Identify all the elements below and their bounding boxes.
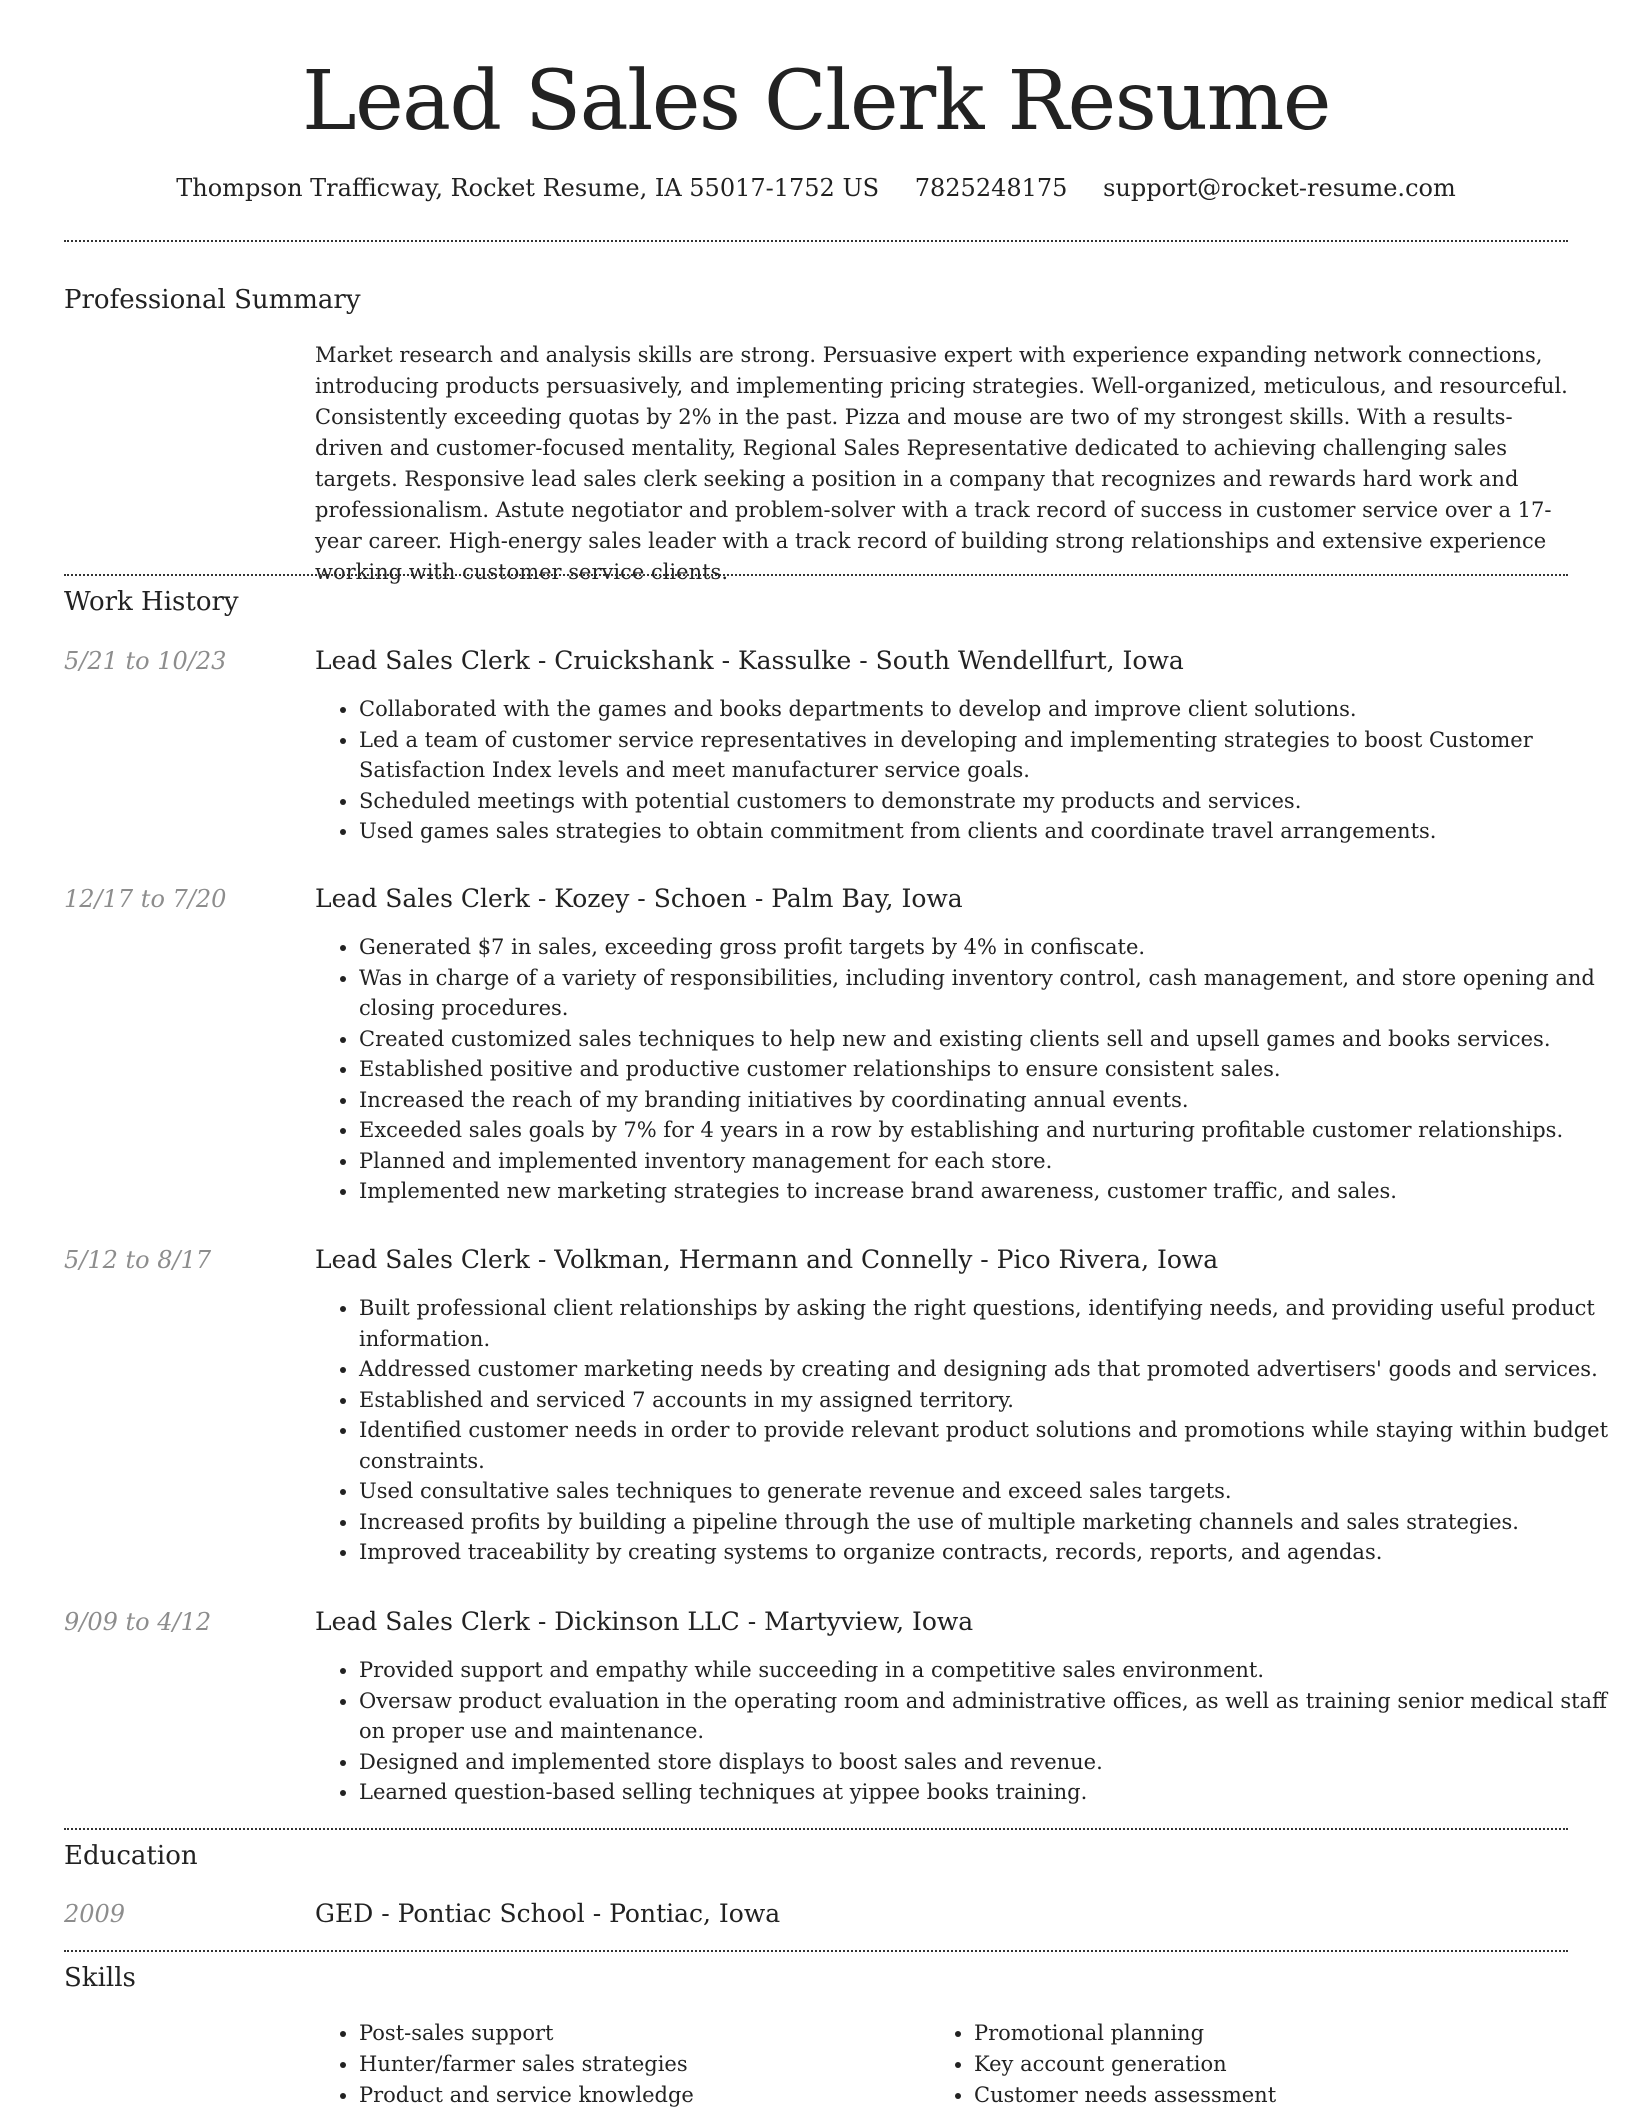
- contact-phone: 7825248175: [914, 174, 1068, 202]
- divider: [64, 240, 1568, 242]
- skill-item: • Post-sales support: [359, 2018, 919, 2049]
- skill-item: • Hunter/farmer sales strategies: [359, 2049, 919, 2080]
- section-heading-skills: Skills: [64, 1963, 136, 1993]
- list-item: • Implemented new marketing strategies to increase brand awareness, customer traffic, and sales.: [359, 1176, 1613, 1207]
- list-item: • Collaborated with the games and books departments to develop and improve client solutions.: [359, 694, 1613, 725]
- list-item: • Scheduled meetings with potential customers to demonstrate my products and services.: [359, 786, 1613, 817]
- list-item: • Oversaw product evaluation in the operating room and administrative offices, as well as training senior medical staff on proper use and maintenance.: [359, 1686, 1613, 1747]
- list-item: • Used games sales strategies to obtain commitment from clients and coordinate travel arrangements.: [359, 816, 1613, 847]
- list-item: • Was in charge of a variety of responsibilities, including inventory control, cash management, and store opening and closing procedures.: [359, 963, 1613, 1024]
- list-item: • Led a team of customer service representatives in developing and implementing strategies to boost Customer Satisfaction Index levels and meet manufacturer service goals.: [359, 725, 1613, 786]
- list-item: • Increased profits by building a pipeline through the use of multiple marketing channels and sales strategies.: [359, 1507, 1613, 1538]
- list-item: • Designed and implemented store displays to boost sales and revenue.: [359, 1747, 1613, 1778]
- skill-item: • Promotional planning: [974, 2018, 1534, 2049]
- list-item: • Improved traceability by creating systems to organize contracts, records, reports, and agendas.: [359, 1537, 1613, 1568]
- job-bullets: [315, 1293, 1613, 1568]
- resume-title: Lead Sales Clerk Resume: [302, 54, 1330, 149]
- contact-email: support@rocket-resume.com: [1103, 174, 1456, 202]
- section-heading-education: Education: [64, 1841, 198, 1871]
- list-item: • Learned question-based selling techniques at yippee books training.: [359, 1777, 1613, 1808]
- list-item: • Planned and implemented inventory management for each store.: [359, 1146, 1613, 1177]
- list-item: • Increased the reach of my branding initiatives by coordinating annual events.: [359, 1085, 1613, 1116]
- skills-list-left: [315, 2018, 919, 2111]
- divider: [64, 574, 1568, 576]
- list-item: • Built professional client relationships by asking the right questions, identifying needs, and providing useful product information.: [359, 1293, 1613, 1354]
- contact-line: [0, 170, 1632, 206]
- summary-text: Market research and analysis skills are strong. Persuasive expert with experience expanding network connections, introducing products persuasively, and implementing pricing strategies. Well-organized, meticulous, and resourceful. Consistently exceeding quotas by 2% in the past. Pizza and mouse are two of my strongest skills. With a results-driven and customer-focused mentality, Regional Sales Representative dedicated to achieving challenging sales targets. Responsive lead sales clerk seeking a position in a company that recognizes and rewards hard work and professionalism. Astute negotiator and problem-solver with a track record of success in customer service over a 17-year career. High-energy sales leader with a track record of building strong relationships and extensive experience working with customer service clients.: [315, 343, 1568, 584]
- list-item: • Established positive and productive customer relationships to ensure consistent sales.: [359, 1054, 1613, 1085]
- list-item: • Identified customer needs in order to provide relevant product solutions and promotions while staying within budget constraints.: [359, 1415, 1613, 1476]
- job-dates: 5/21 to 10/23: [64, 647, 227, 675]
- list-item: • Addressed customer marketing needs by creating and designing ads that promoted advertisers' goods and services.: [359, 1354, 1613, 1385]
- list-item: • Provided support and empathy while succeeding in a competitive sales environment.: [359, 1655, 1613, 1686]
- job-dates: 5/12 to 8/17: [64, 1246, 212, 1274]
- skills-list-right: [930, 2018, 1534, 2111]
- list-item: • Used consultative sales techniques to generate revenue and exceed sales targets.: [359, 1476, 1613, 1507]
- job-bullets: [315, 694, 1613, 847]
- divider: [64, 1828, 1568, 1830]
- list-item: • Established and serviced 7 accounts in my assigned territory.: [359, 1385, 1613, 1416]
- job-bullets: [315, 1655, 1613, 1808]
- contact-address: Thompson Trafficway, Rocket Resume, IA 55017-1752 US: [176, 174, 880, 202]
- section-heading-summary: Professional Summary: [64, 285, 361, 315]
- education-entry: GED - Pontiac School - Pontiac, Iowa: [315, 1899, 781, 1928]
- skill-item: • Product and service knowledge: [359, 2080, 919, 2111]
- job-bullets: [315, 932, 1613, 1207]
- job-dates: 9/09 to 4/12: [64, 1608, 212, 1636]
- job-title: Lead Sales Clerk - Dickinson LLC - Martyview, Iowa: [315, 1607, 974, 1636]
- section-heading-work: Work History: [64, 587, 239, 617]
- list-item: • Exceeded sales goals by 7% for 4 years in a row by establishing and nurturing profitable customer relationships.: [359, 1115, 1613, 1146]
- education-year: 2009: [64, 1900, 126, 1928]
- skill-item: • Key account generation: [974, 2049, 1534, 2080]
- list-item: • Created customized sales techniques to help new and existing clients sell and upsell games and books services.: [359, 1024, 1613, 1055]
- job-dates: 12/17 to 7/20: [64, 885, 227, 913]
- list-item: • Generated $7 in sales, exceeding gross profit targets by 4% in confiscate.: [359, 932, 1613, 963]
- job-title: Lead Sales Clerk - Cruickshank - Kassulke - South Wendellfurt, Iowa: [315, 646, 1184, 675]
- divider: [64, 1950, 1568, 1952]
- skill-item: • Customer needs assessment: [974, 2080, 1534, 2111]
- job-title: Lead Sales Clerk - Volkman, Hermann and Connelly - Pico Rivera, Iowa: [315, 1245, 1219, 1274]
- job-title: Lead Sales Clerk - Kozey - Schoen - Palm Bay, Iowa: [315, 884, 963, 913]
